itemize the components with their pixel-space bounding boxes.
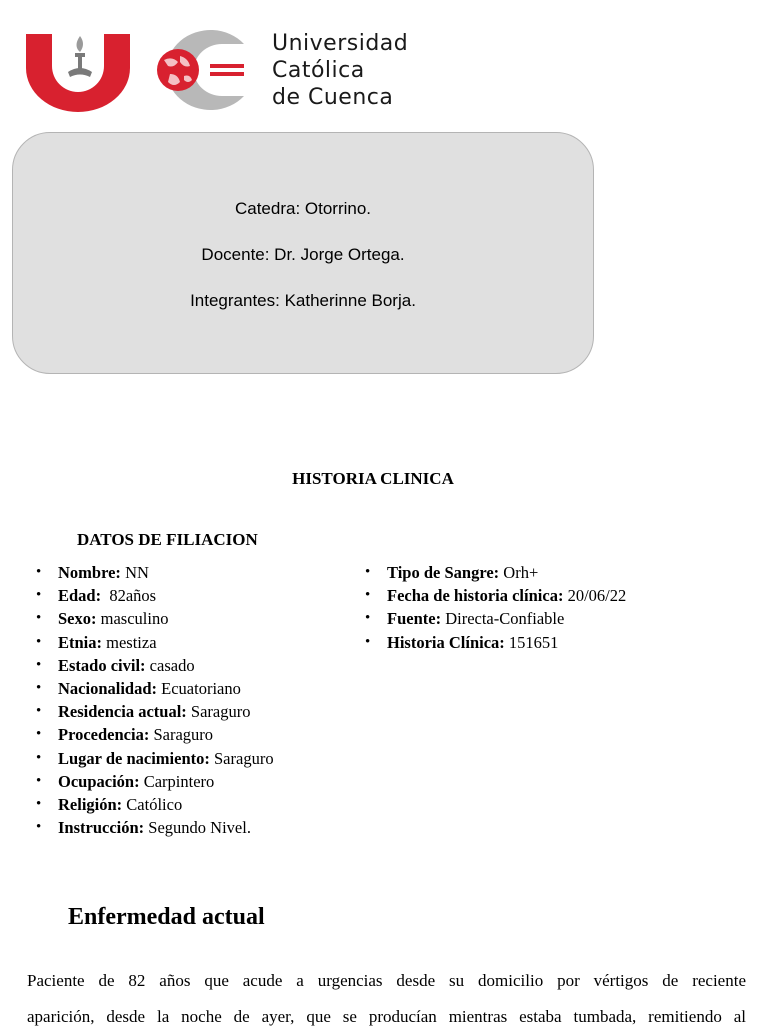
field-value: Saraguro: [149, 725, 214, 745]
catedra-line: Catedra: Otorrino.: [234, 199, 372, 218]
field-value: 151651: [504, 632, 559, 652]
enfermedad-heading: Enfermedad actual: [68, 904, 265, 930]
list-item: [36, 793, 274, 816]
field-value: masculino: [96, 609, 169, 629]
field-label: Procedencia:: [58, 725, 150, 745]
field-label: Nacionalidad:: [58, 678, 158, 698]
list-item: [36, 747, 274, 770]
list-item: [365, 584, 626, 607]
university-name-line: Católica: [272, 58, 365, 83]
field-label: Sexo:: [58, 609, 97, 629]
list-item: [36, 677, 274, 700]
course-info-box: [12, 132, 594, 374]
bullet-icon: •: [36, 610, 42, 627]
university-name-line: de Cuenca: [272, 85, 394, 110]
filiacion-right-list: [365, 561, 626, 654]
list-item: [365, 607, 626, 630]
university-name: [272, 30, 408, 111]
field-label: Tipo de Sangre:: [387, 563, 500, 582]
field-label: Instrucción:: [58, 818, 145, 838]
bullet-icon: •: [36, 726, 42, 743]
list-item: [36, 607, 274, 630]
bullet-icon: •: [36, 633, 42, 650]
bullet-icon: •: [36, 819, 42, 836]
torch-icon: [68, 36, 92, 77]
field-value: Saraguro: [209, 748, 274, 768]
bullet-icon: •: [36, 564, 42, 580]
bullet-icon: •: [36, 795, 42, 812]
field-label: Estado civil:: [58, 655, 146, 675]
field-value: 82años: [101, 586, 157, 606]
field-value: Carpintero: [139, 771, 215, 791]
list-item: [365, 631, 626, 654]
enfermedad-paragraph: [27, 963, 746, 1035]
list-item: [36, 723, 274, 746]
field-value: Católico: [122, 794, 183, 814]
field-value: Segundo Nivel.: [144, 818, 251, 838]
filiacion-title: DATOS DE FILIACION: [77, 530, 258, 549]
field-value: casado: [145, 655, 195, 675]
field-label: Religión:: [58, 794, 123, 814]
list-item: [365, 561, 626, 584]
list-item: [36, 561, 274, 584]
paragraph-line: Paciente de 82 años que acude a urgencias desde su domicilio por vértigos de reciente: [27, 971, 746, 990]
bullet-icon: •: [36, 656, 42, 673]
field-label: Etnia:: [58, 632, 103, 652]
bullet-icon: •: [36, 749, 42, 766]
bullet-icon: •: [36, 703, 42, 720]
field-value: 20/06/22: [563, 586, 627, 606]
list-item: [36, 654, 274, 677]
field-label: Residencia actual:: [58, 702, 187, 722]
field-label: Edad:: [58, 586, 102, 606]
field-label: Fuente:: [387, 609, 442, 629]
field-value: Ecuatoriano: [157, 678, 241, 698]
field-label: Lugar de nacimiento:: [58, 748, 210, 768]
field-value: Directa-Confiable: [441, 609, 565, 629]
field-label: Fecha de historia clínica:: [387, 586, 564, 606]
bullet-icon: •: [365, 610, 371, 627]
list-item: [36, 770, 274, 793]
bullet-icon: •: [365, 564, 371, 580]
bullet-icon: •: [36, 679, 42, 696]
globe-icon: [157, 49, 199, 91]
university-logo: [22, 26, 252, 112]
field-label: Historia Clínica:: [387, 632, 505, 652]
list-item: [36, 700, 274, 723]
bullet-icon: •: [365, 633, 371, 650]
list-item: [36, 584, 274, 607]
bullet-icon: •: [36, 772, 42, 789]
field-value: Orh+: [499, 563, 539, 582]
field-value: NN: [120, 563, 149, 582]
list-item: [36, 816, 274, 839]
list-item: [36, 631, 274, 654]
filiacion-left-list: [36, 561, 274, 839]
field-value: Saraguro: [186, 702, 251, 722]
university-name-line: Universidad: [272, 31, 409, 56]
integrantes-line: Integrantes: Katherinne Borja.: [190, 291, 416, 310]
paragraph-line: aparición, desde la noche de ayer, que se producían mientras estaba tumbada, remitiendo al: [27, 1007, 746, 1026]
field-label: Nombre:: [58, 563, 121, 582]
field-value: mestiza: [102, 632, 157, 652]
field-label: Ocupación:: [58, 771, 140, 791]
document-title: HISTORIA CLINICA: [292, 469, 454, 488]
bullet-icon: •: [36, 587, 42, 604]
docente-line: Docente: Dr. Jorge Ortega.: [201, 245, 405, 264]
bullet-icon: •: [365, 587, 371, 604]
